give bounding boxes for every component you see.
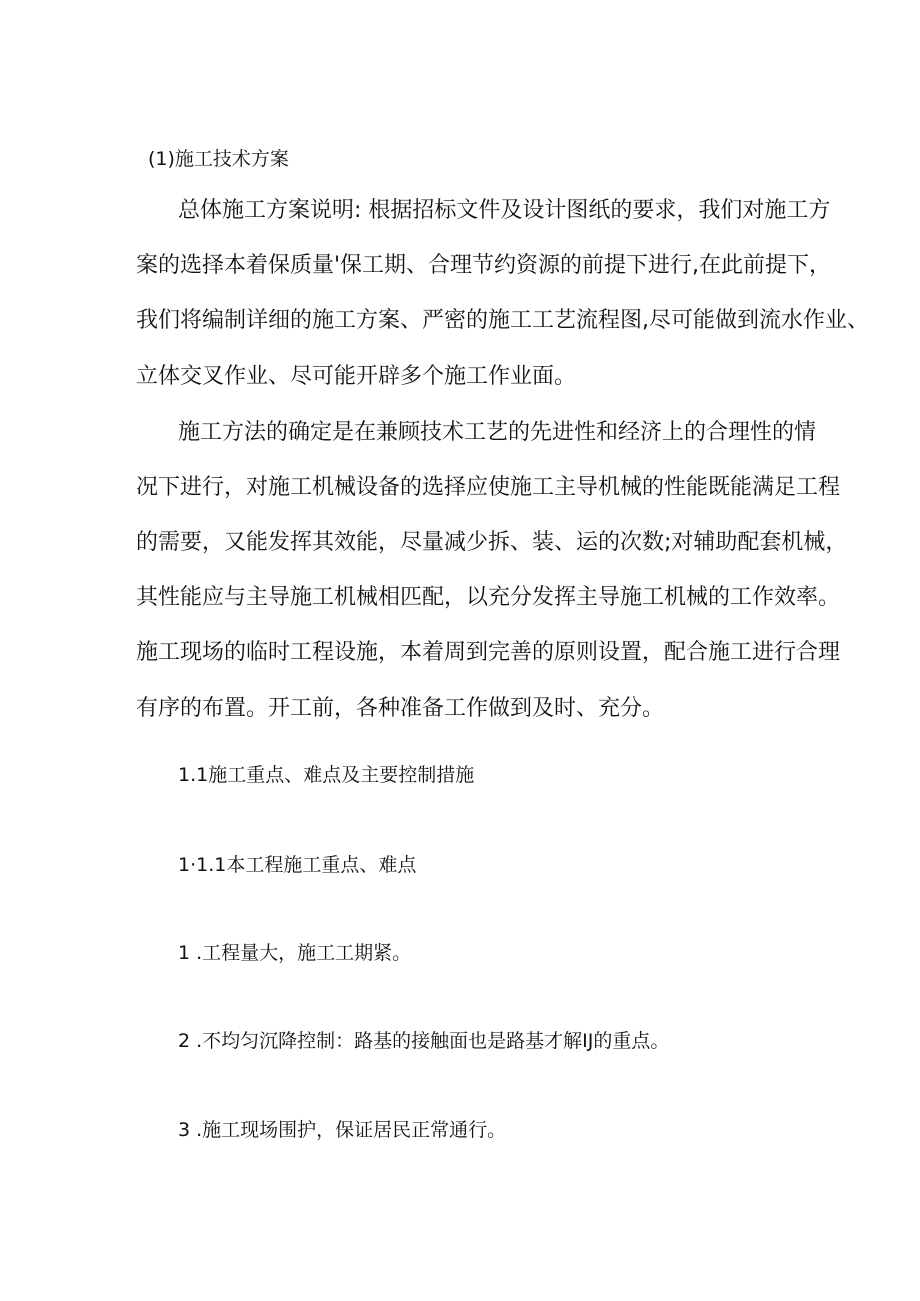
heading-1-1-1: 1·1.1本工程施工重点、难点 [178,854,417,876]
paragraph-2-line-1: 施工方法的确定是在兼顾技术工艺的先进性和经济上的合理性的情 [178,420,817,445]
section-title: (1)施工技术方案 [148,148,289,170]
paragraph-2-line-2: 况下进行，对施工机械设备的选择应使施工主导机械的性能既能满足工程 [136,475,841,500]
paragraph-1-line-1: 总体施工方案说明: 根据招标文件及设计图纸的要求，我们对施工方 [178,198,831,223]
paragraph-2-line-5: 施工现场的临时工程设施，本着周到完善的原则设置，配合施工进行合理 [136,640,841,665]
paragraph-1-line-4: 立体交叉作业、尽可能开辟多个施工作业面。 [136,364,577,389]
paragraph-2-line-3: 的需要，又能发挥其效能，尽量减少拆、装、运的次数;对辅助配套机械， [136,530,848,555]
paragraph-2-line-4: 其性能应与主导施工机械相匹配，以充分发挥主导施工机械的工作效率。 [136,585,841,610]
paragraph-1-line-2: 案的选择本着保质量'保工期、合理节约资源的前提下进行,在此前提下， [136,253,832,278]
list-item: 3 .施工现场围护，保证居民正常通行。 [178,1119,507,1141]
heading-1-1: 1.1施工重点、难点及主要控制措施 [178,764,475,786]
list-item: 1 .工程量大，施工工期紧。 [178,942,412,964]
list-item: 2 .不均匀沉降控制：路基的接触面也是路基才解IJ的重点。 [178,1030,670,1052]
paragraph-1-line-3: 我们将编制详细的施工方案、严密的施工工艺流程图,尽可能做到流水作业、 [136,308,869,333]
paragraph-2-line-6: 有序的布置。开工前，各种准备工作做到及时、充分。 [136,696,665,721]
